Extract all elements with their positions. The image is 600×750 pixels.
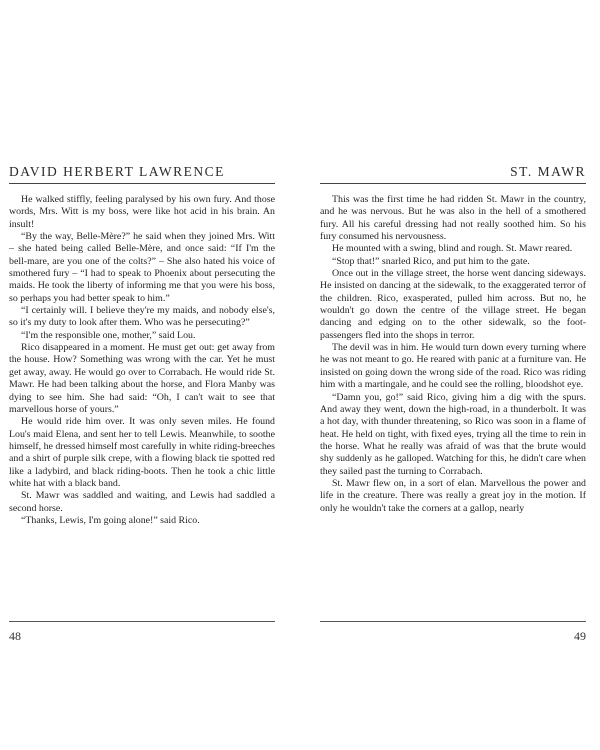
paragraph: “Damn you, go!” said Rico, giving him a dig with the spurs. And away they went, down the high-road, in a thunderbolt. It was a hot day, with thunder threatening, so Rico was soon in a flame of heat. He held on tight, with fixed eyes, trying all the time to rein in the horse. What he really was afraid of was that the brute would shy suddenly as he galloped. Watching for this, he didn't care when they sailed past the turning to Corrabach. — [320, 391, 586, 477]
right-page-body — [320, 194, 586, 515]
paragraph: St. Mawr flew on, in a sort of elan. Marvellous the power and life in the creature. There was really a great joy in the motion. If only he wouldn't take the corners at a gallop, nearly — [320, 477, 586, 514]
paragraph: Rico disappeared in a moment. He must get out: get away from the house. How? Something was wrong with the car. Yet he must get away, away. He would go over to Corrabach. He would ride St. Mawr. He had been talking about the horse, and Flora Manby was dying to see him. She had said: “Oh, I can't wait to see that marvellous horse of yours.” — [9, 342, 275, 415]
paragraph: “Thanks, Lewis, I'm going alone!” said Rico. — [21, 514, 200, 526]
paragraph: “I certainly will. I believe they're my maids, and nobody else's, so it's my duty to look after them. Who was he persecuting?” — [9, 305, 275, 329]
paragraph: St. Mawr was saddled and waiting, and Lewis had saddled a second horse. — [9, 490, 275, 514]
footer-rule-right — [320, 621, 586, 622]
paragraph: This was the first time he had ridden St. Mawr in the country, and he was nervous. But he was also in the hell of a smothered fury. All his careful dressing had not really soothed him. So his fury consumed his nervousness. — [320, 194, 586, 243]
paragraph: He walked stiffly, feeling paralysed by his own fury. And those words, Mrs. Witt is my boss, were like hot acid in his brain. An insult! — [9, 194, 275, 230]
left-page — [9, 163, 275, 643]
paragraph: “I'm the responsible one, mother,” said Lou. — [21, 329, 196, 341]
paragraph: “By the way, Belle-Mère?” he said when they joined Mrs. Witt – she hated being called Belle-Mère, and once said: “If I'm the bell-mare, are you one of the colts?” – She also hated his voice of smothered fury – “I had to speak to Phoenix about persecuting the maids. He took the liberty of informing me that you were his boss, so perhaps you had better speak to him.” — [9, 231, 275, 304]
right-page — [320, 163, 586, 643]
left-page-body — [9, 194, 275, 527]
page-number-right: 49 — [574, 629, 586, 643]
paragraph: The devil was in him. He would turn down every turning where he was not meant to go. He reared with panic at a furniture van. He insisted on going down the wrong side of the road. Rico was riding him with a martingale, and he could see the rolling, bloodshot eye. — [320, 342, 586, 391]
paragraph: “Stop that!” snarled Rico, and put him to the gate. — [332, 255, 530, 267]
paragraph: Once out in the village street, the horse went dancing sideways. He insisted on dancing at the sidewalk, to the exaggerated terror of the children. Rico, exasperated, pulled him across. But no, he wouldn't go down the centre of the village street. He began dancing and edging on to the other sidewalk, so the foot-passengers fled into the shops in terror. — [320, 268, 586, 341]
running-head-left: DAVID HERBERT LAWRENCE — [9, 163, 275, 184]
footer-rule-left — [9, 621, 275, 622]
paragraph: He would ride him over. It was only seven miles. He found Lou's maid Elena, and sent her to tell Lewis. Meanwhile, to soothe himself, he dressed himself most carefully in white riding-breeches and a shirt of purple silk crepe, with a flowing black tie spotted red like a ladybird, and black riding-boots. Then he took a chic little white hat with a black band. — [9, 416, 275, 489]
running-head-right: ST. MAWR — [320, 163, 586, 184]
page-number-left: 48 — [9, 629, 21, 643]
paragraph: He mounted with a swing, blind and rough. St. Mawr reared. — [332, 243, 573, 255]
